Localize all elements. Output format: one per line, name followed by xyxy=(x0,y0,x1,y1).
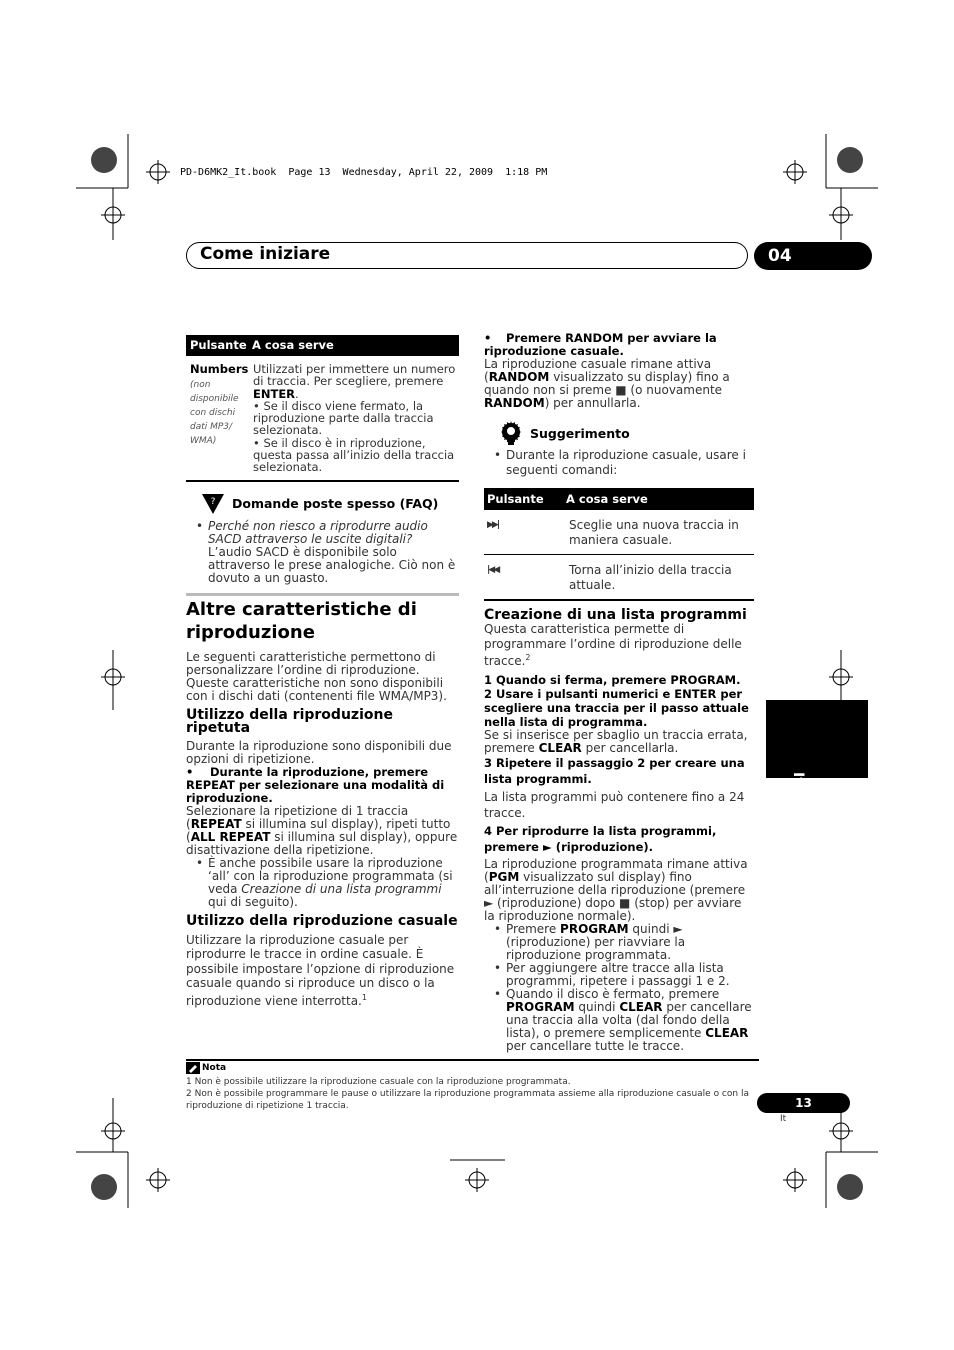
table2-row2-desc: Torna all’inizio della traccia attuale. xyxy=(569,563,732,592)
program-bullet2: • Per aggiungere altre tracce alla lista programmi, ripetere i passaggi 1 e 2. xyxy=(484,962,754,988)
program-p3: La lista programmi può contenere fino a 24 tracce. xyxy=(484,789,745,820)
table-row xyxy=(484,510,754,555)
random-p2: La riproduzione casuale rimane attiva (RANDOM visualizzato su display) fino a quando non si preme ■ (o nuovamente RANDOM) per annullarla. xyxy=(484,357,730,410)
table-header-col1: Pulsante xyxy=(190,338,247,352)
program-p1: Questa caratteristica permette di programmare l’ordine di riproduzione delle tracce.$^2$ xyxy=(484,622,742,668)
repeat-p2: Selezionare la ripetizione di 1 traccia (REPEAT si illumina sul display), ripeti tutto (ALL REPEAT si illumina sul display), oppure disattivazione della ripetizione. xyxy=(186,803,458,857)
table-numbers xyxy=(186,335,459,482)
program-title: Creazione di una lista programmi xyxy=(484,607,747,623)
row-label: Numbers xyxy=(190,362,249,376)
note-title: Nota xyxy=(202,1063,227,1073)
section-title: Altre caratteristiche di riproduzione xyxy=(186,598,417,643)
row-note: (non disponibile con dischi dati MP3/ WMA) xyxy=(190,380,239,447)
faq-question: • Perché non riesco a riprodurre audio SACD attraverso le uscite digitali? xyxy=(186,520,459,546)
table-row xyxy=(186,363,459,474)
random-step: • Premere RANDOM per avviare la riproduzione casuale. xyxy=(484,331,717,358)
tip-box xyxy=(484,420,754,478)
faq-title: Domande poste spesso (FAQ) xyxy=(232,496,439,512)
random-p1: Utilizzare la riproduzione casuale per riprodurre le tracce in ordine casuale. È possibile impostare l’opzione di riproduzione casuale quando si riproduce un disco o la riproduzione viene interrotta.$^1$ xyxy=(186,932,455,1008)
table2-header-col2: A cosa serve xyxy=(566,492,648,506)
note-rule xyxy=(186,1059,759,1061)
table-random-commands xyxy=(484,488,754,601)
book-info-line: PD-D6MK2_It.book Page 13 Wednesday, April 22, 2009 1:18 PM xyxy=(180,167,548,178)
svg-text:?: ? xyxy=(210,496,216,507)
table-header xyxy=(186,335,459,356)
right-column xyxy=(484,332,754,1053)
section-intro: Le seguenti caratteristiche permettono di personalizzare l’ordine di riproduzione. Queste caratteristiche non sono disponibili con i dischi dati (contenenti file WMA/MP3). xyxy=(186,649,447,703)
faq-icon xyxy=(200,492,226,516)
footnote-2: 2 Non è possibile programmare le pause o utilizzare la riproduzione programmata assieme alla riproduzione casuale o con la riproduzione di ripetizione 1 traccia. xyxy=(186,1089,749,1111)
table-row xyxy=(484,555,754,599)
program-p4: La riproduzione programmata rimane attiva (PGM visualizzato sul display) fino all’interruzione della riproduzione (premere ► (riproduzione) dopo ■ (stop) per avviare la riproduzione normale). xyxy=(484,856,748,923)
table2-header xyxy=(484,488,754,510)
language-tab xyxy=(766,700,868,832)
tip-text: • Durante la riproduzione casuale, usare i seguenti comandi: xyxy=(484,448,754,478)
faq-answer: L’audio SACD è disponibile solo attraverso le prese analogiche. Ciò non è dovuto a un guasto. xyxy=(208,544,456,585)
table-header-col2: A cosa serve xyxy=(252,338,334,352)
table2-header-col1: Pulsante xyxy=(487,492,544,506)
faq-box xyxy=(186,492,459,585)
program-bullet1: • Premere PROGRAM quindi ► (riproduzione) per riavviare la riproduzione programmata. xyxy=(484,923,754,962)
table-bottom-rule xyxy=(186,480,459,482)
language-tab-label: Italiano xyxy=(790,772,806,832)
row-desc-b: • Se il disco viene fermato, la riproduzione parte dalla traccia selezionata. xyxy=(253,398,434,438)
next-track-icon: ▶▶| xyxy=(487,520,499,530)
random-title: Utilizzo della riproduzione casuale xyxy=(186,912,458,929)
repeat-note: • È anche possibile usare la riproduzione ‘all’ con la riproduzione programmata (si veda Creazione di una lista programmi qui di seguito). xyxy=(186,857,459,909)
repeat-title: Utilizzo della riproduzione ripetuta xyxy=(186,706,393,736)
table2-row1-desc: Sceglie una nuova traccia in maniera casuale. xyxy=(569,518,739,547)
footnote-1: 1 Non è possibile utilizzare la riproduzione casuale con la riproduzione programmata. xyxy=(186,1077,571,1087)
program-bullet3: • Quando il disco è fermato, premere PROGRAM quindi CLEAR per cancellare una traccia alla volta (dal fondo della lista), o premere semplicemente CLEAR per cancellare tutte le tracce. xyxy=(484,988,754,1053)
left-column xyxy=(186,335,459,1008)
prev-track-icon: |◀◀ xyxy=(487,565,499,575)
section-rule xyxy=(186,593,459,596)
repeat-p1: Durante la riproduzione sono disponibili due opzioni di ripetizione. xyxy=(186,738,452,766)
table2-bottom-rule xyxy=(484,599,754,601)
note-header xyxy=(186,1062,226,1074)
chapter-number: 04 xyxy=(754,242,872,270)
program-p2: Se si inserisce per sbaglio un traccia errata, premere CLEAR per cancellarla. xyxy=(484,727,748,755)
program-step2: 2 Usare i pulsanti numerici e ENTER per scegliere una traccia per il passo attuale nella lista di programma. xyxy=(484,686,749,729)
program-step4: 4 Per riprodurre la lista programmi, premere ► (riproduzione). xyxy=(484,823,717,854)
row-desc-a: Utilizzati per immettere un numero di traccia. Per scegliere, premere ENTER. xyxy=(253,362,456,401)
tip-title: Suggerimento xyxy=(530,425,630,441)
lightbulb-icon xyxy=(498,420,524,446)
page-number: 13 xyxy=(757,1093,850,1113)
repeat-step: • Durante la riproduzione, premere REPEAT per selezionare una modalità di riproduzione. xyxy=(186,764,445,805)
row-desc-c: • Se il disco è in riproduzione, questa passa all’inizio della traccia selezionata. xyxy=(253,435,455,475)
page-title: Come iniziare xyxy=(200,244,331,264)
note-pencil-icon xyxy=(186,1062,200,1074)
program-step3: 3 Ripetere il passaggio 2 per creare una lista programmi. xyxy=(484,755,745,786)
program-step1: 1 Quando si ferma, premere PROGRAM. xyxy=(484,672,741,687)
page-language-code: It xyxy=(780,1114,787,1124)
